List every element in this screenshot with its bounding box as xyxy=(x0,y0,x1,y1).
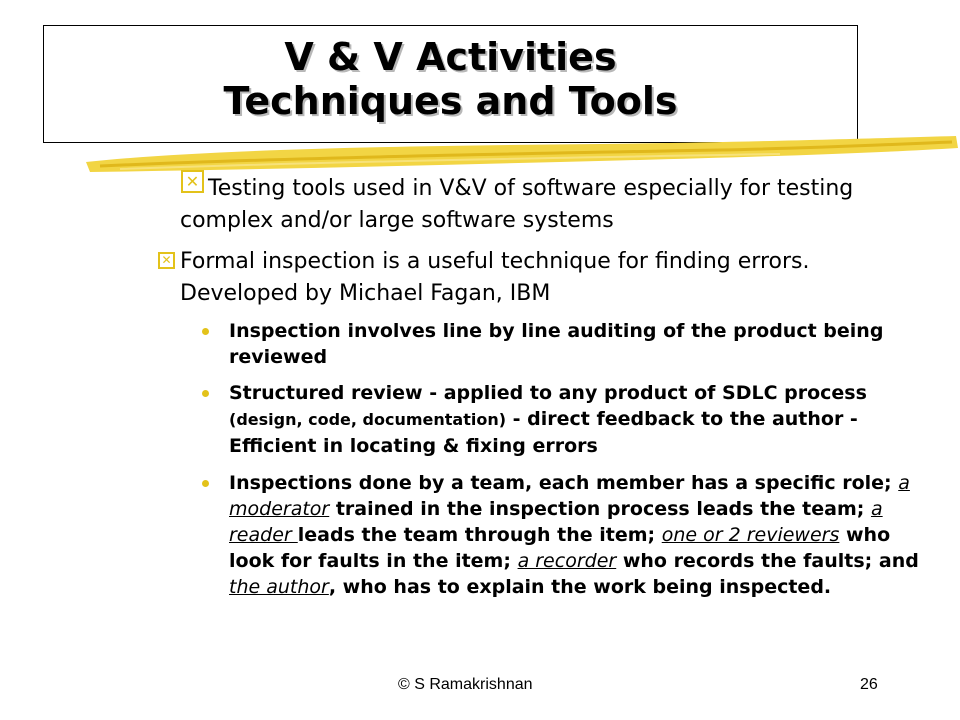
team-text-5: who records the faults; and xyxy=(616,550,919,572)
role-reader: a reader xyxy=(229,498,883,546)
bullet-dot-icon xyxy=(202,390,209,397)
bullet-2-line-2: Developed by Michael Fagan, IBM xyxy=(180,281,551,306)
sub-bullet-inspection: Inspection involves line by line auditing of the product being reviewed xyxy=(229,320,884,368)
title-box xyxy=(43,25,858,143)
team-text-3: leads the team through the item; xyxy=(297,524,662,546)
bullet-2-line-1: Formal inspection is a useful technique for finding errors. xyxy=(180,249,810,274)
sub-bullet-structured-review xyxy=(229,380,919,459)
page-number: 26 xyxy=(860,676,878,693)
boxed-x-icon: ✕ xyxy=(158,252,175,269)
bullet-dot-icon xyxy=(202,480,209,487)
slide-title-line-1: V & V Activities xyxy=(284,35,617,79)
structured-text-1: Structured review - applied to any product of SDLC process xyxy=(229,382,867,404)
team-text-6: , who has to explain the work being inspected. xyxy=(328,576,832,598)
team-text-1: Inspections done by a team, each member has a specific role; xyxy=(229,472,899,494)
role-author: the author xyxy=(229,576,329,598)
structured-text-2: - direct feedback to the author - Efficient in locating & fixing errors xyxy=(229,408,858,457)
bullet-dot-icon xyxy=(202,328,209,335)
boxed-x-icon: ✕ xyxy=(181,170,204,193)
role-reviewers: one or 2 reviewers xyxy=(661,524,840,546)
role-moderator: a moderator xyxy=(229,472,910,520)
slide-title-line-2: Techniques and Tools xyxy=(223,79,678,123)
structured-text-small: (design, code, documentation) xyxy=(229,410,507,429)
team-text-2: trained in the inspection process leads the team; xyxy=(329,498,871,520)
sub-bullet-inspection-team xyxy=(229,470,919,600)
footer-author: © S Ramakrishnan xyxy=(398,676,533,693)
team-text-4: who look for faults in the item; xyxy=(229,524,891,572)
role-recorder: a recorder xyxy=(517,550,617,572)
bullet-1-line-1: Testing tools used in V&V of software especially for testing xyxy=(208,176,854,201)
bullet-1-line-2: complex and/or large software systems xyxy=(180,208,614,233)
